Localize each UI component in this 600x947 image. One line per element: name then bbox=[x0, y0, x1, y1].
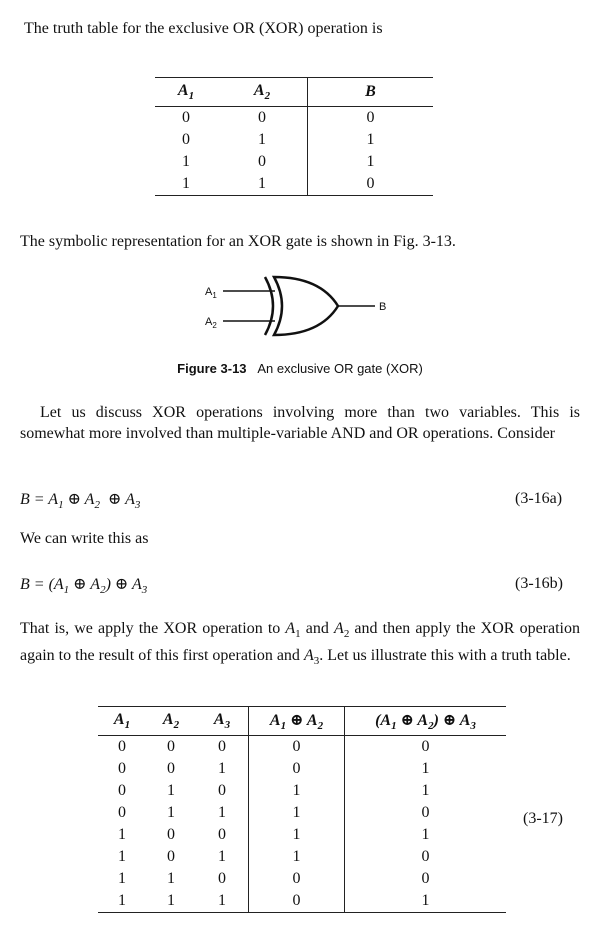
table-cell: 1 bbox=[182, 153, 190, 170]
table-cell: 0 bbox=[308, 173, 434, 195]
symbolic-text: The symbolic representation for an XOR gate is shown in Fig. 3-13. bbox=[20, 233, 456, 250]
table-cell: 1 bbox=[345, 780, 507, 802]
table-row bbox=[98, 758, 506, 780]
table-row bbox=[98, 868, 506, 890]
table-cell: 1 bbox=[249, 846, 345, 868]
table-cell: 0 bbox=[258, 109, 266, 126]
table-cell: 1 bbox=[308, 129, 434, 151]
table-row bbox=[155, 107, 433, 130]
table-row bbox=[155, 129, 433, 151]
table-cell: 1 bbox=[118, 892, 126, 909]
table-cell: 0 bbox=[345, 868, 507, 890]
table-cell: 1 bbox=[118, 848, 126, 865]
table-cell: 0 bbox=[182, 131, 190, 148]
table-cell: 0 bbox=[218, 782, 226, 799]
table-row bbox=[155, 173, 433, 195]
header-a2: $A_2$ bbox=[253, 81, 271, 103]
table-cell: 0 bbox=[345, 736, 507, 759]
figure-caption-text: An exclusive OR gate (XOR) bbox=[257, 361, 423, 376]
gate-back-curve bbox=[265, 277, 273, 335]
table-row bbox=[98, 780, 506, 802]
table-row bbox=[98, 802, 506, 824]
table-cell: 0 bbox=[118, 738, 126, 755]
table-cell: 0 bbox=[218, 826, 226, 843]
table-row bbox=[98, 890, 506, 912]
table-cell: 1 bbox=[249, 780, 345, 802]
gate-output-label: B bbox=[379, 301, 387, 313]
table-cell: 1 bbox=[167, 782, 175, 799]
table-cell: 1 bbox=[218, 892, 226, 909]
gate-input-a1-label: $A_1$ bbox=[205, 286, 217, 300]
table-cell: 1 bbox=[249, 802, 345, 824]
table-cell: 0 bbox=[249, 736, 345, 759]
table-cell: 1 bbox=[258, 131, 266, 148]
figure-caption bbox=[0, 361, 600, 376]
table-cell: 1 bbox=[167, 892, 175, 909]
table-cell: 0 bbox=[182, 109, 190, 126]
xor-gate-diagram bbox=[195, 270, 405, 340]
table-cell: 0 bbox=[258, 153, 266, 170]
write-as-text: We can write this as bbox=[20, 530, 149, 547]
equation-3-16a-label: (3-16a) bbox=[515, 490, 563, 507]
table-cell: 1 bbox=[167, 804, 175, 821]
table-cell: 1 bbox=[249, 824, 345, 846]
table-cell: 0 bbox=[308, 107, 434, 130]
table-cell: 0 bbox=[218, 738, 226, 755]
table-cell: 0 bbox=[167, 760, 175, 777]
table-cell: 1 bbox=[258, 175, 266, 192]
table-3-17-label: (3-17) bbox=[523, 810, 563, 827]
header-a3: $A_3$ bbox=[213, 710, 231, 732]
table-cell: 0 bbox=[167, 848, 175, 865]
table-cell: 1 bbox=[345, 890, 507, 912]
that-is-paragraph: That is, we apply the XOR operation to $A_1$ and $A_2$ and then apply the XOR operation again to the result of this first operation and $A_3$. Let us illustrate this with a truth table. bbox=[20, 620, 581, 668]
table-cell: 0 bbox=[218, 870, 226, 887]
table-cell: 1 bbox=[345, 758, 507, 780]
table-cell: 1 bbox=[308, 151, 434, 173]
table-cell: 0 bbox=[249, 868, 345, 890]
table-cell: 1 bbox=[167, 870, 175, 887]
equation-3-16b: $B = (A_1$ ⊕ $A_2$) ⊕ $A_3$ bbox=[20, 576, 148, 597]
table-cell: 0 bbox=[167, 738, 175, 755]
table-cell: 0 bbox=[249, 890, 345, 912]
table-row bbox=[98, 846, 506, 868]
table-cell: 1 bbox=[118, 826, 126, 843]
header-full-xor: ($A_1$ ⊕ $A_2$) ⊕ $A_3$ bbox=[345, 707, 507, 736]
table-cell: 0 bbox=[118, 804, 126, 821]
intro-text: The truth table for the exclusive OR (XOR) operation is bbox=[24, 20, 383, 37]
header-b: B bbox=[308, 78, 434, 107]
table-cell: 1 bbox=[345, 824, 507, 846]
table-row bbox=[155, 151, 433, 173]
three-variable-xor-truth-table bbox=[98, 706, 506, 913]
table-cell: 0 bbox=[345, 846, 507, 868]
header-a1: $A_1$ bbox=[113, 710, 131, 732]
table-cell: 1 bbox=[182, 175, 190, 192]
table-cell: 1 bbox=[218, 760, 226, 777]
table-cell: 0 bbox=[345, 802, 507, 824]
figure-number: Figure 3-13 bbox=[177, 361, 247, 376]
header-a2: $A_2$ bbox=[162, 710, 180, 732]
equation-3-16a: $B = A_1$ ⊕ $A_2$ ⊕ $A_3$ bbox=[20, 491, 141, 512]
table-row bbox=[98, 736, 506, 759]
header-a1: $A_1$ bbox=[177, 81, 195, 103]
table-row bbox=[98, 824, 506, 846]
table-cell: 1 bbox=[218, 848, 226, 865]
header-a1-xor-a2: $A_1$ ⊕ $A_2$ bbox=[249, 707, 345, 736]
table-cell: 0 bbox=[249, 758, 345, 780]
table-cell: 0 bbox=[167, 826, 175, 843]
table-cell: 1 bbox=[218, 804, 226, 821]
discussion-paragraph: Let us discuss XOR operations involving more than two variables. This is somewhat more involved than multiple-variable AND and OR operations. Consider bbox=[20, 404, 580, 442]
gate-body bbox=[274, 277, 338, 335]
gate-input-a2-label: $A_2$ bbox=[205, 316, 217, 330]
table-cell: 1 bbox=[118, 870, 126, 887]
equation-3-16b-label: (3-16b) bbox=[515, 575, 563, 592]
xor-truth-table bbox=[155, 77, 433, 196]
table-cell: 0 bbox=[118, 782, 126, 799]
table-cell: 0 bbox=[118, 760, 126, 777]
